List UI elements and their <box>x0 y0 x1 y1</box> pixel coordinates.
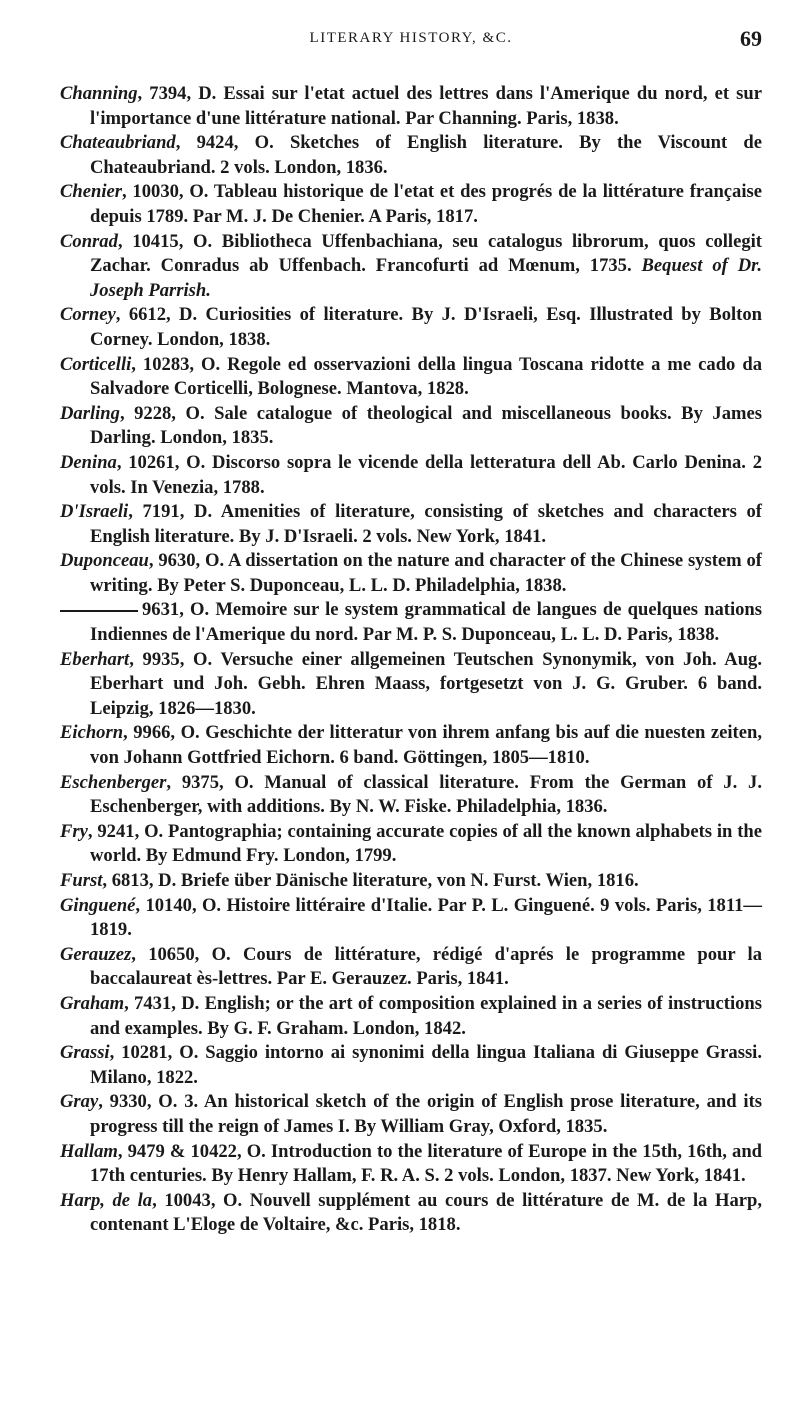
bibliography-entry <box>60 82 762 131</box>
bibliography-entry <box>60 721 762 770</box>
entry-author: Conrad <box>60 230 118 252</box>
entry-author: D'Israeli <box>60 501 129 523</box>
entry-author: Gerauzez <box>60 943 132 965</box>
entry-author: Fry <box>60 820 88 842</box>
entry-author: Gray <box>60 1091 99 1113</box>
entry-text: , 9479 & 10422, O. Introduction to the literature of Europe in the 15th, 16th, and 17th centuries. By Henry Hallam, F. R. A. S. 2 vols. London, 1837. New York, 1841. <box>90 1140 762 1187</box>
bibliography-entry <box>60 131 762 180</box>
entry-text: , 9375, O. Manual of classical literature. From the German of J. J. Eschenberger, with additions. By N. W. Fiske. Philadelphia, 1836. <box>90 771 762 818</box>
entry-author: Ginguené <box>60 894 136 916</box>
entry-author: Chateaubriand <box>60 132 176 154</box>
entry-author: Furst <box>60 870 103 891</box>
entry-text: , 10283, O. Regole ed osservazioni della lingua Toscana ridotte a me cado da Salvadore Corticelli, Bolognese. Mantova, 1828. <box>90 353 762 400</box>
entry-author: Harp, de la <box>60 1189 153 1211</box>
bibliography-entry <box>60 230 762 304</box>
entry-text: , 7394, D. Essai sur l'etat actuel des lettres dans l'Amerique du nord, et sur l'importance d'une littérature national. Par Channing. Paris, 1838. <box>90 83 762 129</box>
entry-author: Graham <box>60 992 125 1014</box>
entry-author: Duponceau <box>60 550 149 572</box>
bibliography-entry <box>60 894 762 943</box>
entry-author: Corney <box>60 304 116 326</box>
bibliography-entry <box>60 598 762 647</box>
entry-text: , 10030, O. Tableau historique de l'etat et des progrés de la littérature française depuis 1789. Par M. J. De Chenier. A Paris, 1817. <box>90 181 762 227</box>
ditto-dash <box>60 610 138 612</box>
running-head: LITERARY HISTORY, &C. <box>309 30 513 46</box>
entry-author: Denina <box>60 451 117 473</box>
entry-author: Eschenberger <box>60 771 167 793</box>
entry-note: Bequest of Dr. Joseph Parrish. <box>90 255 763 301</box>
entry-author: Eberhart <box>60 648 130 670</box>
entry-author: Darling <box>60 402 120 424</box>
entry-text: , 6813, D. Briefe über Dänische literature, von N. Furst. Wien, 1816. <box>102 870 639 891</box>
entry-author: Eichorn <box>60 722 124 744</box>
bibliography-entry <box>60 1140 762 1189</box>
entry-text: , 9424, O. Sketches of English literature. By the Viscount de Chateaubriand. 2 vols. London, 1836. <box>90 132 762 178</box>
bibliography-entry <box>60 869 762 894</box>
bibliography-entry <box>60 648 762 722</box>
entry-text: , 6612, D. Curiosities of literature. By J. D'Israeli, Esq. Illustrated by Bolton Corney. London, 1838. <box>90 304 762 350</box>
bibliography-entry <box>60 1189 762 1238</box>
entry-text: , 9630, O. A dissertation on the nature and character of the Chinese system of writing. By Peter S. Duponceau, L. L. D. Philadelphia, 1838. <box>90 550 762 596</box>
bibliography-entry <box>60 1041 762 1090</box>
entry-text: , 10650, O. Cours de littérature, rédigé d'aprés le programme pour la baccalaureat ès-lettres. Par E. Gerauzez. Paris, 1841. <box>90 943 762 990</box>
bibliography-entry <box>60 402 762 451</box>
entry-text: 9631, O. Memoire sur le system grammatical de langues de quelques nations Indiennes de l'Amerique du nord. Par M. P. S. Duponceau, L. L. D. Paris, 1838. <box>90 599 762 646</box>
bibliography-entry <box>60 500 762 549</box>
entry-text: , 7431, D. English; or the art of composition explained in a series of instructions and examples. By G. F. Graham. London, 1842. <box>90 992 762 1039</box>
bibliography-entry <box>60 353 762 402</box>
bibliography-entry <box>60 1090 762 1139</box>
entry-author: Corticelli <box>60 353 132 375</box>
entry-text: , 10281, O. Saggio intorno ai synonimi della lingua Italiana di Giuseppe Grassi. Milano, 1822. <box>90 1042 762 1088</box>
entry-author: Channing <box>60 83 138 104</box>
entry-author: Hallam <box>60 1140 118 1162</box>
entry-text: , 10261, O. Discorso sopra le vicende della letteratura dell Ab. Carlo Denina. 2 vols. In Venezia, 1788. <box>90 451 762 498</box>
entry-text: , 9330, O. 3. An historical sketch of the origin of English prose literature, and its progress till the reign of James I. By William Gray, Oxford, 1835. <box>90 1091 762 1137</box>
entry-text: , 10043, O. Nouvell supplément au cours de littérature de M. de la Harp, contenant L'Eloge de Voltaire, &c. Paris, 1818. <box>90 1189 762 1236</box>
bibliography-entry <box>60 771 762 820</box>
page-number: 69 <box>740 26 762 51</box>
entry-author: Grassi <box>60 1042 110 1064</box>
entry-text: , 9228, O. Sale catalogue of theological and miscellaneous books. By James Darling. London, 1835. <box>90 402 762 449</box>
entry-text: , 10415, O. Bibliotheca Uffenbachiana, seu catalogus librorum, quos collegit Zachar. Conradus ab Uffenbach. Francofurti ad Mœnum, 1735. <box>90 230 762 277</box>
bibliography-entry <box>60 992 762 1041</box>
entry-text: , 9966, O. Geschichte der litteratur von ihrem anfang bis auf die nuesten zeiten, von Johann Gottfried Eichorn. 6 band. Göttingen, 1805—1810. <box>90 722 762 769</box>
bibliography-entry <box>60 820 762 869</box>
bibliography-entry <box>60 549 762 598</box>
bibliography-entry <box>60 303 762 352</box>
entry-text: , 9241, O. Pantographia; containing accurate copies of all the known alphabets in the world. By Edmund Fry. London, 1799. <box>87 820 762 867</box>
bibliography-entry <box>60 451 762 500</box>
entry-author: Chenier <box>60 181 122 203</box>
entry-text: , 7191, D. Amenities of literature, consisting of sketches and characters of English literature. By J. D'Israeli. 2 vols. New York, 1841. <box>90 501 762 547</box>
bibliography-entry <box>60 180 762 229</box>
entry-text: , 9935, O. Versuche einer allgemeinen Teutschen Synonymik, von Joh. Aug. Eberhart und Joh. Gebh. Ehren Maass, fortgesetzt von J. G. Gruber. 6 band. Leipzig, 1826—1830. <box>90 648 762 719</box>
bibliography-entries <box>60 82 762 1238</box>
bibliography-entry <box>60 943 762 992</box>
page-header <box>60 0 762 58</box>
entry-text: , 10140, O. Histoire littéraire d'Italie. Par P. L. Ginguené. 9 vols. Paris, 1811—1819. <box>90 894 762 941</box>
